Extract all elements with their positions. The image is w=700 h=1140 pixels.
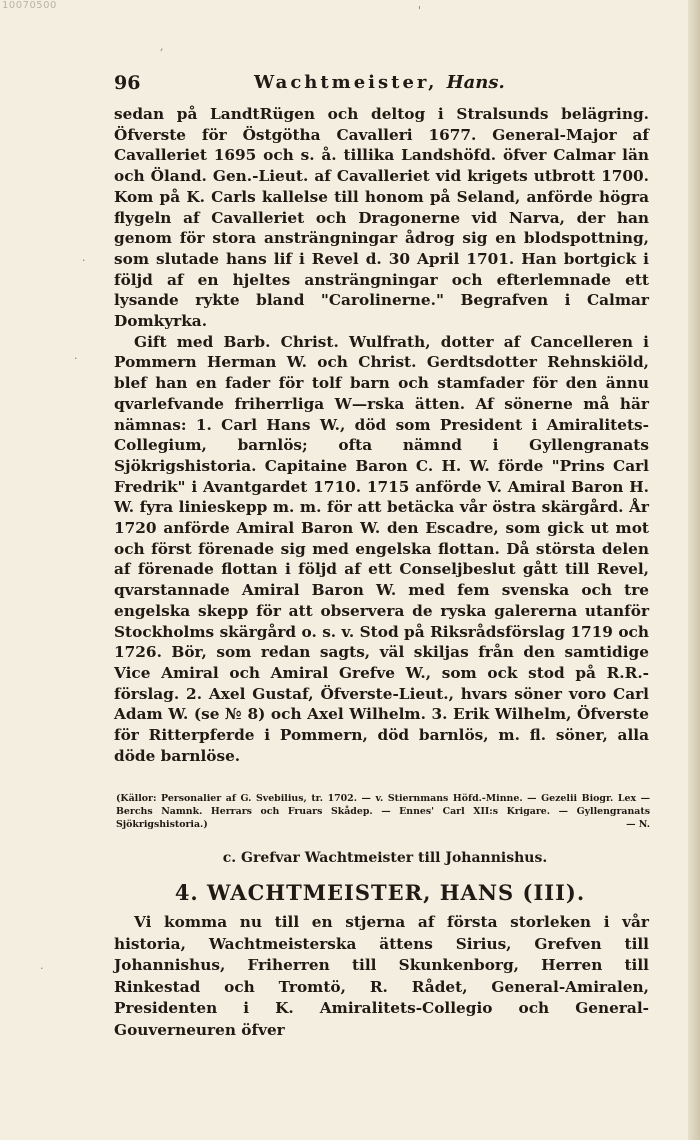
ink-speck: ·	[40, 962, 44, 975]
ink-speck: '	[418, 4, 422, 17]
sources-footnote	[116, 792, 650, 831]
running-head	[254, 72, 505, 93]
paragraph-career: sedan på LandtRügen och deltog i Stralsunds belägring. Öfverste för Östgötha Cavalleri 1677. General-Major af Cavalleriet 1695 och s. å. tillika Landshöfd. öfver Calmar län och Öland. Gen.-Lieut. af Cavalleriet vid krigets utbrott 1700. Kom på K. Carls kallelse till honom på Seland, anförde högra flygeln af Cavalleriet och Dragonerne vid Narva, der han genom för stora ansträngningar ådrog sig en blodspottning, som slutade hans lif i Revel d. 30 April 1701. Han bortgick i följd af en hjeltes ansträngningar och efterlemnade ett lysande rykte bland "Carolinerne." Begrafven i Calmar Domkyrka.	[114, 105, 649, 331]
page-header	[114, 72, 654, 102]
section-text	[114, 912, 649, 1041]
ink-speck: ,	[160, 40, 164, 53]
paragraph-family: Gift med Barb. Christ. Wulfrath, dotter af Cancelleren i Pommern Herman W. och Christ. Gerdtsdotter Rehnskiöld, blef han en fader för tolf barn och stamfader för den ännu qvarlefvande friherrliga W—rska ätten. Af sönerne må här nämnas: 1. Carl Hans W., död som President i Amiralitets-Collegium, barnlös; ofta nämnd i Gyllengranats Sjökrigshistoria. Capitaine Baron C. H. W. förde "Prins Carl Fredrik" i Avantgardet 1710. 1715 anförde V. Amiral Baron H. W. fyra linieskepp m. m. för att betäcka vår östra skärgård. År 1720 anförde Amiral Baron W. den Escadre, som gick ut mot och först förenade sig med engelska flottan. Då största delen af förenade flottan i följd af ett Conseljbeslut gått till Revel, qvarstannade Amiral Baron W. med fem svenska och tre engelska skepp för att observera de ryska galererna utanför Stockholms skärgård o. s. v. Stod på Riksrådsförslag 1719 och 1726. Bör, som redan sagts, väl skiljas från den samtidige Vice Amiral och Amiral Grefve W., som ock stod på R.R.-förslag. 2. Axel Gustaf, Öfverste-Lieut., hvars söner voro Carl Adam W. (se № 8) och Axel Wilhelm. 3. Erik Wilhelm, Öfverste för Ritterpferde i Pommern, död barnlös, m. fl. söner, alla döde barnlöse.	[114, 332, 649, 765]
scan-identifier: 10070500	[2, 0, 57, 11]
running-head-surname: Wachtmeister,	[254, 72, 438, 93]
biography-text	[114, 104, 649, 767]
ink-speck: ·	[74, 352, 78, 365]
page-edge-shadow	[688, 0, 700, 1140]
ink-speck: ·	[82, 254, 86, 267]
author-signature: — N.	[626, 819, 650, 830]
subsection-heading: c. Grefvar Wachtmeister till Johannishus.	[222, 850, 548, 866]
page-number: 96	[114, 72, 141, 94]
running-head-name: Hans.	[446, 72, 505, 93]
sources-text: (Källor: Personalier af G. Svebilius, tr. 1702. — v. Stiernmans Höfd.-Minne. — Gezelii Biogr. Lex — Berchs Namnk. Herrars och Fruars Skådep. — Ennes' Carl XII:s Krigare. — Gyllengranats Sjökrigshistoria.)	[116, 793, 650, 830]
section-title: 4. WACHTMEISTER, HANS (III).	[174, 880, 586, 905]
paragraph-intro: Vi komma nu till en stjerna af första storleken i vår historia, Wachtmeisterska ättens Sirius, Grefven till Johannishus, Friherren till Skunkenborg, Herren till Rinkestad och Tromtö, R. Rådet, General-Amiralen, Presidenten i K. Amiralitets-Collegio och General-Gouverneuren öfver	[114, 913, 649, 1039]
